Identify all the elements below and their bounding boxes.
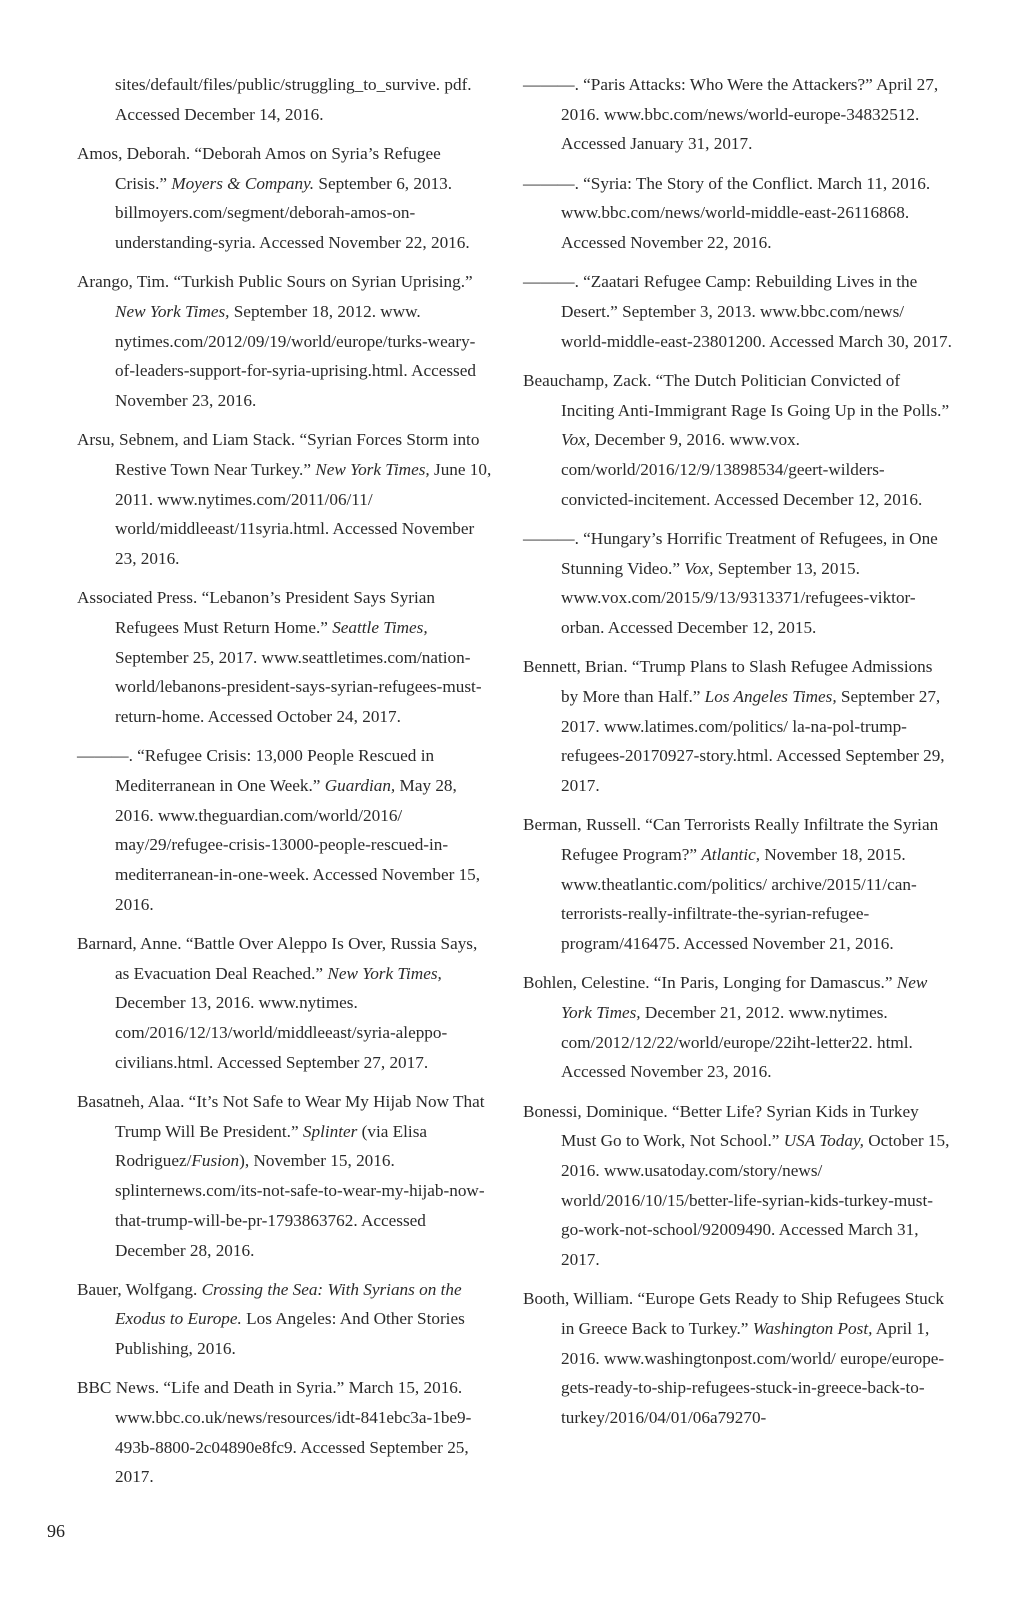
entry-text: September 6, 2013. billmoyers.com/segment/deborah-amos-on-understanding-syria. Accessed November 22, 2016. <box>115 173 470 253</box>
entry-text: Associated Press. “Lebanon’s President Says Syrian Refugees Must Return Home.” <box>77 588 436 637</box>
bibliography-entry <box>77 583 495 732</box>
bibliography-entry <box>523 267 953 356</box>
entry-text: May 28, 2016. www.theguardian.com/world/2016/ may/29/refugee-crisis-13000-people-rescued-in-mediterranean-in-one-week. Accessed November 15, 2016. <box>115 775 481 914</box>
entry-text: ), November 15, 2016. splinternews.com/its-not-safe-to-wear-my-hijab-now-that-trump-will-be-pr-1793863762. Accessed December 28, 2016. <box>115 1151 485 1260</box>
entry-text: June 10, 2011. www.nytimes.com/2011/06/11/ world/middleeast/11syria.html. Accessed November 23, 2016. <box>115 459 492 569</box>
bibliography-entry <box>523 366 953 515</box>
entry-italic-title: USA Today, <box>783 1131 864 1151</box>
bibliography-entry <box>77 139 495 258</box>
bibliography-entry <box>77 1275 495 1364</box>
entry-text: BBC News. “Life and Death in Syria.” March 15, 2016. www.bbc.co.uk/news/resources/idt-841ebc3a-1be9-493b-8800-2c04890e8fc9. Accessed September 25, 2017. <box>77 1378 472 1487</box>
bibliography-entry <box>523 968 953 1087</box>
entry-text: September 27, 2017. www.latimes.com/politics/ la-na-pol-trump-refugees-20170927-story.html. Accessed September 29, 2017. <box>561 686 945 795</box>
entry-text: sites/default/files/public/struggling_to_survive. pdf. Accessed December 14, 2016. <box>115 75 472 124</box>
entry-text: ———. “Paris Attacks: Who Were the Attackers?” April 27, 2016. www.bbc.com/news/world-europe-34832512. Accessed January 31, 2017. <box>523 75 939 154</box>
bibliography-entry <box>523 524 953 643</box>
entry-text: ———. “Hungary’s Horrific Treatment of Refugees, in One Stunning Video.” <box>523 528 938 578</box>
entry-italic-title: Vox, <box>684 558 714 578</box>
entry-italic-title: Vox, <box>561 430 591 450</box>
entry-text: September 13, 2015. www.vox.com/2015/9/13/9313371/refugees-viktor-orban. Accessed December 12, 2015. <box>561 558 916 637</box>
bibliography-left-column <box>77 70 495 1502</box>
entry-text: Arango, Tim. “Turkish Public Sours on Syrian Uprising.” <box>77 272 473 292</box>
entry-text: ———. “Zaatari Refugee Camp: Rebuilding Lives in the Desert.” September 3, 2013. www.bbc.com/news/ world-middle-east-23801200. Accessed March 30, 2017. <box>523 272 952 351</box>
bibliography-entry <box>523 70 953 159</box>
entry-text: September 25, 2017. www.seattletimes.com/nation-world/lebanons-president-says-syrian-refugees-must-return-home. Accessed October 24, 2017. <box>115 647 482 727</box>
bibliography-entry <box>523 1097 953 1275</box>
entry-italic-title: Los Angeles Times, <box>704 686 837 706</box>
entry-italic-title: Crossing the Sea: With Syrians on the Exodus to Europe. <box>115 1279 462 1329</box>
entry-text: Bennett, Brian. “Trump Plans to Slash Refugee Admissions by More than Half.” <box>523 657 933 706</box>
entry-text: December 9, 2016. www.vox. com/world/2016/12/9/13898534/geert-wilders-convicted-incitement. Accessed December 12, 2016. <box>561 430 923 509</box>
entry-text: (via Elisa Rodriguez/ <box>115 1121 428 1171</box>
entry-italic-title: New York Times, <box>315 459 430 479</box>
bibliography-right-column <box>523 70 953 1442</box>
entry-text: Beauchamp, Zack. “The Dutch Politician Convicted of Inciting Anti-Immigrant Rage Is Going Up in the Polls.” <box>523 370 950 420</box>
bibliography-entry-continuation <box>77 70 495 129</box>
entry-text: Bohlen, Celestine. “In Paris, Longing for Damascus.” <box>523 973 897 993</box>
bibliography-entry <box>77 929 495 1078</box>
entry-text: Booth, William. “Europe Gets Ready to Ship Refugees Stuck in Greece Back to Turkey.” <box>523 1289 944 1338</box>
entry-italic-title: Fusion <box>191 1151 240 1171</box>
entry-text: October 15, 2016. www.usatoday.com/story/news/ world/2016/10/15/better-life-syrian-kids-turkey-must-go-work-not-school/92009490. Accessed March 31, 2017. <box>561 1131 950 1270</box>
entry-italic-title: New York Times, <box>561 973 928 1022</box>
bibliography-entry <box>77 267 495 416</box>
entry-text: Los Angeles: And Other Stories Publishing, 2016. <box>115 1309 465 1359</box>
bibliography-entry <box>523 810 953 959</box>
entry-text: ———. “Syria: The Story of the Conflict. March 11, 2016. www.bbc.com/news/world-middle-east-26116868. Accessed November 22, 2016. <box>523 173 931 253</box>
bibliography-entry <box>77 1373 495 1492</box>
entry-text: December 21, 2012. www.nytimes. com/2012/12/22/world/europe/22iht-letter22. html. Accessed November 23, 2016. <box>561 1002 913 1082</box>
entry-text: ———. “Refugee Crisis: 13,000 People Rescued in Mediterranean in One Week.” <box>77 746 435 795</box>
bibliography-entry <box>523 169 953 258</box>
page-number: 96 <box>47 1521 65 1541</box>
entry-text: Arsu, Sebnem, and Liam Stack. “Syrian Forces Storm into Restive Town Near Turkey.” <box>77 430 480 479</box>
entry-text: November 18, 2015. www.theatlantic.com/politics/ archive/2015/11/can-terrorists-really-infiltrate-the-syrian-refugee-program/416475. Accessed November 21, 2016. <box>561 844 917 953</box>
entry-text: Berman, Russell. “Can Terrorists Really Infiltrate the Syrian Refugee Program?” <box>523 815 939 864</box>
bibliography-entry <box>77 1087 495 1265</box>
bibliography-entry <box>523 1284 953 1433</box>
entry-text: September 18, 2012. www. nytimes.com/2012/09/19/world/europe/turks-weary-of-leaders-support-for-syria-uprising.html. Accessed November 23, 2016. <box>115 301 476 411</box>
entry-text: Barnard, Anne. “Battle Over Aleppo Is Over, Russia Says, as Evacuation Deal Reached.” <box>77 933 478 983</box>
entry-italic-title: New York Times, <box>115 301 230 321</box>
entry-italic-title: Moyers & Company. <box>171 173 315 193</box>
entry-text: Amos, Deborah. “Deborah Amos on Syria’s Refugee Crisis.” <box>77 143 441 193</box>
bibliography-entry <box>77 425 495 574</box>
entry-italic-title: Washington Post, <box>752 1318 873 1338</box>
entry-text: Bonessi, Dominique. “Better Life? Syrian Kids in Turkey Must Go to Work, Not School.” <box>523 1101 919 1151</box>
entry-text: December 13, 2016. www.nytimes. com/2016/12/13/world/middleeast/syria-aleppo-civilians.html. Accessed September 27, 2017. <box>115 993 448 1072</box>
bibliography-entry <box>523 652 953 801</box>
entry-text: Basatneh, Alaa. “It’s Not Safe to Wear My Hijab Now That Trump Will Be President.” <box>77 1092 485 1141</box>
bibliography-entry <box>77 741 495 919</box>
entry-italic-title: Guardian, <box>324 775 396 795</box>
entry-italic-title: Atlantic, <box>701 844 761 864</box>
entry-text: April 1, 2016. www.washingtonpost.com/world/ europe/europe-gets-ready-to-ship-refugees-stuck-in-greece-back-to-turkey/2016/04/01/06a79270- <box>561 1318 945 1428</box>
entry-text: Bauer, Wolfgang. <box>77 1279 202 1299</box>
entry-italic-title: Splinter <box>302 1121 358 1141</box>
entry-italic-title: New York Times, <box>327 963 442 983</box>
entry-italic-title: Seattle Times, <box>332 617 428 637</box>
